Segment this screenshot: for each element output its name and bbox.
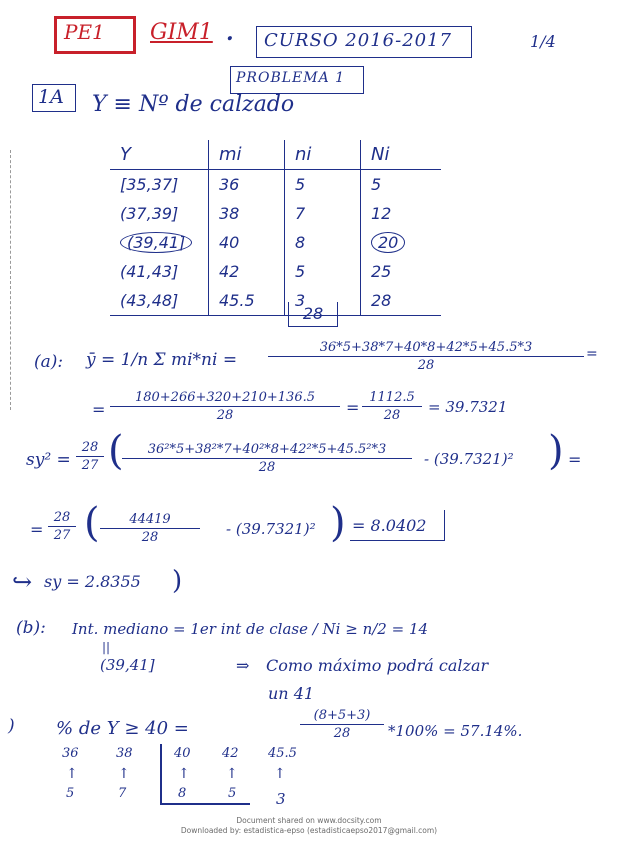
- table-row: [110, 199, 441, 228]
- value-38: 38: [116, 746, 133, 761]
- cell-mi: 40: [209, 228, 285, 257]
- line2-frac2-numerator: 1112.5: [362, 390, 422, 407]
- line2-fraction: [110, 390, 340, 423]
- cell-y: [35,37]: [110, 170, 209, 200]
- value-36: 36: [62, 746, 79, 761]
- sd-arrow: ↪: [12, 568, 33, 596]
- line2-denominator: 28: [216, 408, 234, 423]
- cell-cum-ni: 28: [361, 286, 442, 316]
- variance-lhs: sy² =: [26, 450, 71, 470]
- col-header-mi: mi: [209, 140, 285, 170]
- course-label: CURSO 2016-2017: [264, 30, 453, 51]
- col-header-ni: ni: [285, 140, 361, 170]
- part-c-numerator: (8+5+3): [300, 708, 384, 725]
- up-arrow-icon: ↑: [274, 766, 286, 782]
- variance-coef-den: 27: [81, 458, 99, 473]
- table-total: 28: [288, 302, 338, 327]
- variance-open-paren: (: [108, 428, 124, 474]
- part-b-conclusion-1: Como máximo podrá calzar: [266, 656, 489, 675]
- var2-open-paren: (: [84, 500, 100, 546]
- group-dot: .: [226, 20, 234, 46]
- part-b-arrow: ⇒: [236, 656, 250, 675]
- mean-fraction: [268, 340, 584, 373]
- line2-fraction-2: [362, 390, 422, 423]
- var2-denominator: 28: [141, 530, 159, 545]
- part-a-label: (a):: [34, 352, 64, 372]
- part-b-conclusion-2: un 41: [268, 684, 315, 703]
- cell-ni: 7: [285, 199, 361, 228]
- part-c-result: *100% = 57.14%.: [388, 722, 523, 740]
- group-label: GIM1: [150, 20, 213, 45]
- part-c-fraction: [300, 708, 384, 741]
- var2-numerator: 44419: [100, 512, 200, 529]
- mean-result: = 39.7321: [428, 398, 508, 416]
- mean-lhs: ȳ = 1/n Σ mi*ni =: [86, 350, 238, 370]
- mean-denominator: 28: [417, 358, 435, 373]
- cell-ni: 3: [285, 286, 361, 316]
- variance-eq: =: [568, 450, 582, 469]
- variance-coef-num: 28: [76, 440, 104, 457]
- part-c-statement: % de Y ≥ 40 =: [56, 718, 189, 739]
- part-b-label: (b):: [16, 618, 46, 638]
- frequency-table: [110, 140, 441, 316]
- cell-cum-ni: 25: [371, 262, 392, 281]
- pe-label: PE1: [64, 20, 105, 44]
- line2-eq: =: [92, 400, 106, 419]
- section-1a-label: 1A: [38, 86, 64, 108]
- var2-tail: - (39.7321)²: [226, 520, 316, 538]
- table-row: [110, 170, 441, 200]
- footer-downloaded-line: Downloaded by: estadistica-epso (estadisticaepso2017@gmail.com): [180, 826, 438, 835]
- cell-cum-ni: 5: [371, 175, 382, 194]
- value-40: 40: [174, 746, 191, 761]
- problem-title: PROBLEMA 1: [236, 70, 346, 86]
- count-5: 5: [66, 786, 75, 801]
- variance-inner-num: 36²*5+38²*7+40²*8+42²*5+45.5²*3: [122, 442, 412, 459]
- section-1a-definition: Y ≡ Nº de calzado: [92, 92, 295, 117]
- variance-close-paren: ): [548, 428, 564, 474]
- cell-cum-ni: 12: [371, 204, 392, 223]
- mean-numerator: 36*5+38*7+40*8+42*5+45.5*3: [268, 340, 584, 357]
- cell-y: (37,39]: [110, 199, 209, 228]
- up-arrow-icon: ↑: [178, 766, 190, 782]
- line2-frac2-denominator: 28: [383, 408, 401, 423]
- col-header-cum-ni: Ni: [361, 140, 442, 170]
- line2-eq2: =: [346, 398, 360, 417]
- table-row: [110, 286, 441, 316]
- count-5b: 5: [228, 786, 237, 801]
- cell-ni: 8: [285, 228, 361, 257]
- cell-mi: 38: [209, 199, 285, 228]
- col-header-y: Y: [110, 140, 209, 170]
- count-3: 3: [276, 790, 286, 808]
- median-interval: (39,41]: [100, 656, 155, 674]
- value-45-5: 45.5: [268, 746, 297, 761]
- part-c-denominator: 28: [333, 726, 351, 741]
- part-c-label: ): [8, 716, 15, 736]
- variance-coef: [76, 440, 104, 473]
- count-7: 7: [118, 786, 127, 801]
- var2-close-paren: ): [330, 500, 346, 546]
- cell-ni: 5: [285, 257, 361, 286]
- cell-mi: 36: [209, 170, 285, 200]
- cell-y-circled: (39,41]: [120, 232, 192, 253]
- part-b-equal: ||: [102, 640, 111, 654]
- cell-mi: 42: [209, 257, 285, 286]
- cell-y: (43,48]: [110, 286, 209, 316]
- margin-line: [10, 150, 12, 410]
- var2-coef-den: 27: [53, 528, 71, 543]
- bracket-vertical: [160, 744, 162, 804]
- table-row-median: [110, 228, 441, 257]
- table-row: [110, 257, 441, 286]
- count-8: 8: [178, 786, 187, 801]
- sd-result: sy = 2.8355: [44, 572, 141, 591]
- bracket-horizontal: [160, 803, 250, 805]
- value-42: 42: [222, 746, 239, 761]
- variance-inner-fraction: [122, 442, 412, 475]
- cell-ni: 5: [285, 170, 361, 200]
- variance-tail: - (39.7321)²: [424, 450, 514, 468]
- var2-coef-num: 28: [48, 510, 76, 527]
- mean-trailing-eq: =: [586, 346, 598, 362]
- cell-y: (41,43]: [110, 257, 209, 286]
- variance-inner-den: 28: [258, 460, 276, 475]
- part-b-text: Int. mediano = 1er int de clase / Ni ≥ n/2 = 14: [72, 620, 429, 638]
- sd-close-paren: ): [172, 566, 183, 596]
- line2-numerator: 180+266+320+210+136.5: [110, 390, 340, 407]
- page-ref: 1/4: [530, 32, 556, 51]
- cell-mi: 45.5: [209, 286, 285, 316]
- table-header-row: [110, 140, 441, 170]
- var2-coef: [48, 510, 76, 543]
- footer-shared-line: Document shared on www.docsity.com: [236, 816, 382, 825]
- var2-fraction: [100, 512, 200, 545]
- up-arrow-icon: ↑: [66, 766, 78, 782]
- up-arrow-icon: ↑: [118, 766, 130, 782]
- cell-cum-ni-circled: 20: [371, 232, 405, 253]
- up-arrow-icon: ↑: [226, 766, 238, 782]
- var2-result: = 8.0402: [352, 516, 427, 535]
- var2-eq: =: [30, 520, 44, 539]
